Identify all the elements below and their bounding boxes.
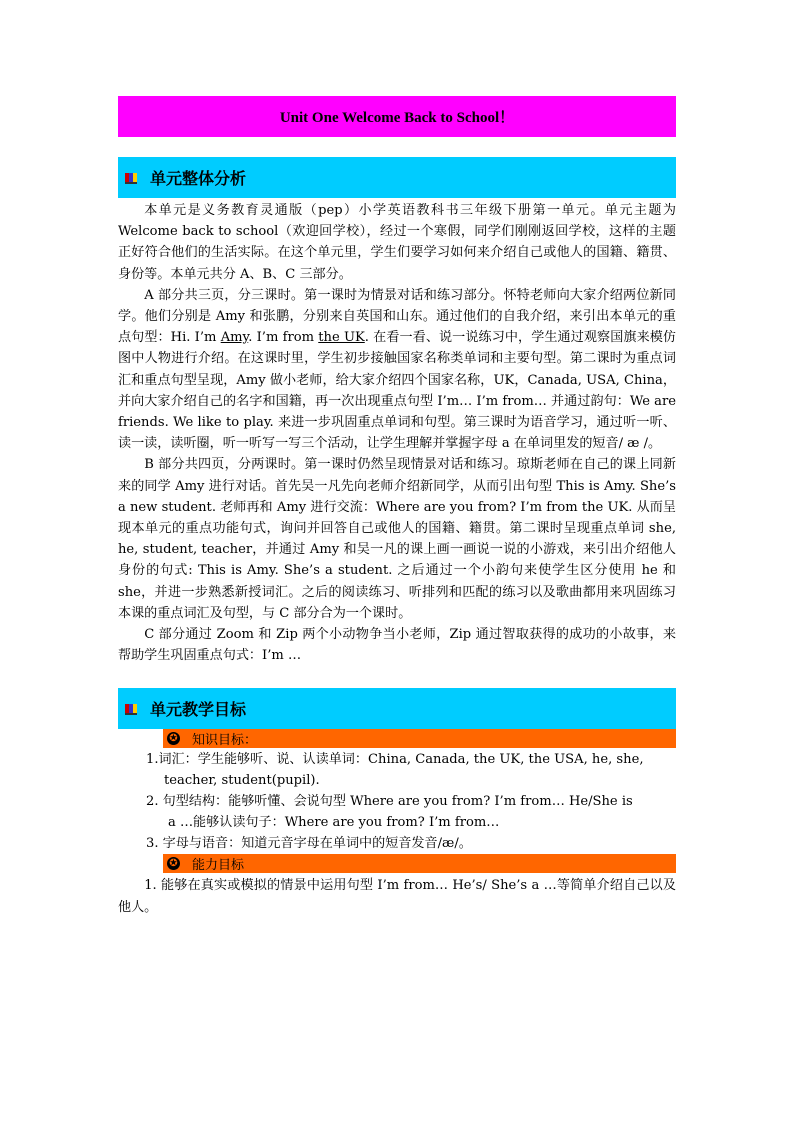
section-heading-text: 单元教学目标: [150, 700, 247, 720]
knowledge-goal-label: 知识目标：: [192, 733, 258, 749]
paragraph-part-a: [118, 285, 676, 455]
book-icon: [124, 702, 138, 716]
ability-goal-bar: [163, 854, 676, 873]
star-icon: ✪: [167, 732, 180, 745]
paragraph-intro: 本单元是义务教育灵通版（pep）小学英语教科书三年级下册第一单元。单元主题为 Welcome back to school（欢迎回学校），经过一个寒假，同学们刚刚返回学校，这样的主题正好符合他们的生活实际。在这个单元里，学生们要学习如何来介绍自己或他人的国籍、籍贯、身份等。本单元共分 A、B、C 三部分。: [118, 203, 676, 282]
section-heading-text: 单元整体分析: [150, 169, 247, 188]
document-page: [118, 96, 676, 918]
ability-goal-label: 能力目标: [192, 858, 245, 874]
underlined-amy: Amy: [220, 330, 249, 346]
unit-title-bar: [118, 96, 676, 137]
knowledge-goals: [118, 749, 676, 854]
text-run: A 部分共三页，分三课时。第一课时为情景对话和练习部分。怀特老师向大家介绍两位新同学。他们分别是 Amy 和张鹏，分别来自英国和山东。通过他们的自我介绍，来引出本单元的重点句型：Hi. I’m: [118, 287, 676, 346]
goal-sentence: 2. 句型结构：能够听懂、会说句型 Where are you from? I’m from… He/She is: [146, 794, 633, 810]
paragraph-part-c: C 部分通过 Zoom 和 Zip 两个小动物争当小老师，Zip 通过智取获得的成功的小故事，来帮助学生巩固重点句式：I’m …: [118, 627, 676, 664]
section-heading-goals: [118, 688, 676, 729]
goal-phonics: 3. 字母与语音：知道元音字母在单词中的短音发音/æ/。: [146, 836, 472, 852]
analysis-body: [118, 200, 676, 666]
paragraph-part-b: B 部分共四页，分两课时。第一课时仍然呈现情景对话和练习。琼斯老师在自己的课上同新来的同学 Amy 进行对话。首先吴一凡先向老师介绍新同学，从而引出句型 This is Amy. She’s a new student. 老师再和 Amy 进行交流：Where are you from? I’m from the UK. 从而呈现本单元的重点功能句式，询问并回答自己或他人的国籍、籍贯。第二课时呈现重点单词 she, he, student, teacher，并通过 Amy 和吴一凡的课上画一画说一说的小游戏，来引出介绍他人身份的句式: This is Amy. She’s a student. 之后通过一个小韵句来使学生区分使用 he 和 she，并进一步熟悉新授词汇。之后的阅读练习、听排列和匹配的练习以及歌曲都用来巩固练习本课的重点词汇及句型，与 C 部分合为一个课时。: [118, 457, 676, 621]
goal-vocabulary: 1.词汇：学生能够听、说、认读单词：China, Canada, the UK, the USA, he, she,: [146, 752, 644, 768]
goal-ability-1: 1. 能够在真实或模拟的情景中运用句型 I’m from… He’s/ She’s a …等简单介绍自己以及他人。: [118, 878, 676, 915]
goal-sentence-cont: a …能够认读句子：Where are you from? I’m from…: [168, 815, 500, 831]
goal-vocabulary-cont: teacher, student(pupil).: [164, 773, 320, 789]
text-run: . 在看一看、说一说练习中，学生通过观察国旗来模仿图中人物进行介绍。在这课时里，学生初步接触国家名称类单词和主要句型。第二课时为重点词汇和重点句型呈现，Amy 做小老师，给大家介绍四个国家名称，UK，Canada, USA, China，并向大家介绍自己的名字和国籍，再一次出现重点句型 I’m… I’m from… 并通过韵句：We are friends. We like to play. 来进一步巩固重点单词和句型。第三课时为语音学习，通过听一听、读一读，读听圈，听一听写一写三个活动，让学生理解并掌握字母 a 在单词里发的短音/ æ /。: [118, 330, 676, 452]
book-icon: [124, 171, 138, 185]
text-run: . I’m from: [248, 330, 319, 346]
unit-title: Unit One Welcome Back to School！: [279, 110, 515, 126]
knowledge-goal-bar: [163, 729, 676, 748]
star-icon: ✪: [167, 857, 180, 870]
underlined-uk: the UK: [318, 330, 365, 346]
section-heading-analysis: [118, 157, 676, 198]
